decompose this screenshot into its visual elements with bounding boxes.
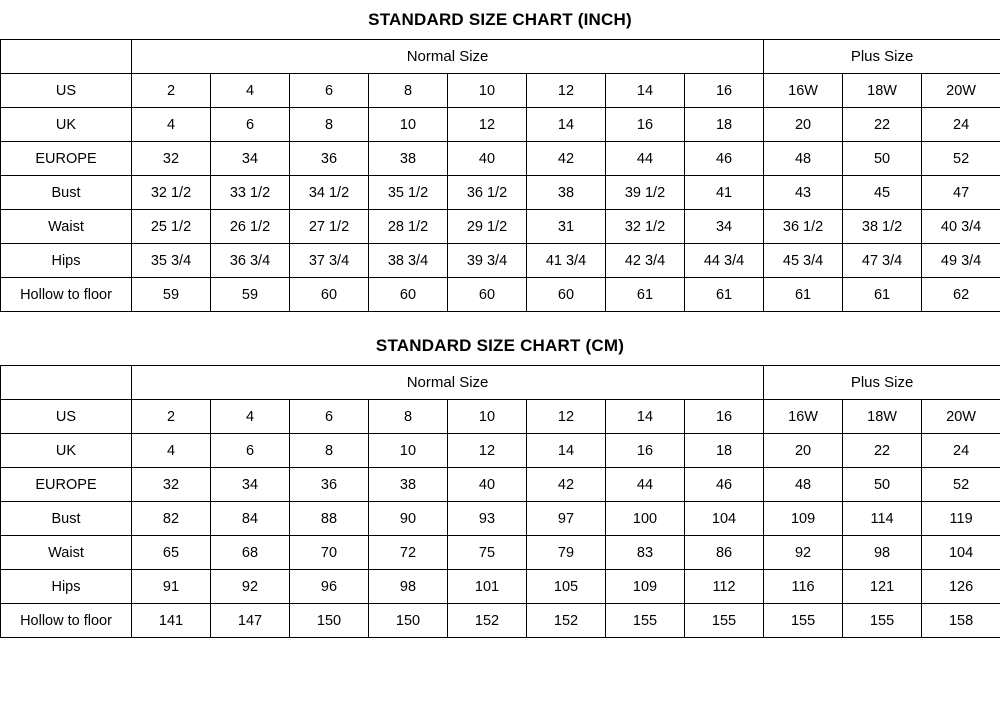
table-cell: 42 3/4 — [606, 244, 685, 278]
table-cell: 37 3/4 — [290, 244, 369, 278]
row-label: Hips — [1, 244, 132, 278]
group-header-plus: Plus Size — [764, 366, 1000, 400]
table-cell: 41 — [685, 176, 764, 210]
table-row — [1, 278, 1000, 312]
group-header-plus: Plus Size — [764, 40, 1000, 74]
table-cell: 16W — [764, 74, 843, 108]
table-cell: 32 — [132, 468, 211, 502]
table-cell: 14 — [527, 108, 606, 142]
table-row — [1, 108, 1000, 142]
table-cell: 16 — [606, 108, 685, 142]
table-cell: 46 — [685, 468, 764, 502]
table-cell: 4 — [132, 108, 211, 142]
chart-separator — [0, 312, 1000, 326]
table-cell: 68 — [211, 536, 290, 570]
table-cell: 91 — [132, 570, 211, 604]
table-cell: 36 3/4 — [211, 244, 290, 278]
table-row — [1, 570, 1000, 604]
table-row — [1, 536, 1000, 570]
table-cell: 24 — [922, 108, 1000, 142]
table-row — [1, 468, 1000, 502]
table-cell: 35 1/2 — [369, 176, 448, 210]
table-cell: 36 1/2 — [448, 176, 527, 210]
table-cell: 24 — [922, 434, 1000, 468]
table-cell: 152 — [448, 604, 527, 638]
table-row — [1, 244, 1000, 278]
table-cell: 155 — [843, 604, 922, 638]
table-row — [1, 604, 1000, 638]
table-cell: 60 — [290, 278, 369, 312]
table-cell: 10 — [369, 434, 448, 468]
table-cell: 61 — [606, 278, 685, 312]
table-cell: 18 — [685, 434, 764, 468]
table-cell: 104 — [922, 536, 1000, 570]
table-cell: 38 — [527, 176, 606, 210]
table-cell: 83 — [606, 536, 685, 570]
row-label: US — [1, 74, 132, 108]
table-cell: 39 1/2 — [606, 176, 685, 210]
table-cell: 32 — [132, 142, 211, 176]
table-cell: 109 — [764, 502, 843, 536]
row-label: UK — [1, 434, 132, 468]
table-cell: 25 1/2 — [132, 210, 211, 244]
table-cell: 16 — [685, 400, 764, 434]
table-cell: 90 — [369, 502, 448, 536]
row-label: Bust — [1, 502, 132, 536]
corner-blank-cell — [1, 40, 132, 74]
table-cell: 36 — [290, 142, 369, 176]
table-row — [1, 142, 1000, 176]
chart-title-cm: STANDARD SIZE CHART (CM) — [0, 326, 1000, 365]
table-cell: 50 — [843, 468, 922, 502]
table-cell: 141 — [132, 604, 211, 638]
table-cell: 152 — [527, 604, 606, 638]
group-header-normal: Normal Size — [132, 40, 764, 74]
table-cell: 8 — [290, 434, 369, 468]
table-cell: 31 — [527, 210, 606, 244]
table-cell: 114 — [843, 502, 922, 536]
size-chart-inch — [0, 0, 1000, 312]
table-cell: 50 — [843, 142, 922, 176]
table-cell: 34 — [211, 142, 290, 176]
table-cell: 14 — [606, 400, 685, 434]
table-cell: 6 — [290, 400, 369, 434]
table-cell: 2 — [132, 400, 211, 434]
table-cell: 75 — [448, 536, 527, 570]
table-cell: 4 — [132, 434, 211, 468]
table-cell: 88 — [290, 502, 369, 536]
table-cell: 65 — [132, 536, 211, 570]
table-cell: 48 — [764, 142, 843, 176]
table-cell: 150 — [369, 604, 448, 638]
table-cell: 43 — [764, 176, 843, 210]
table-cell: 41 3/4 — [527, 244, 606, 278]
table-cell: 18 — [685, 108, 764, 142]
table-cell: 38 3/4 — [369, 244, 448, 278]
corner-blank-cell — [1, 366, 132, 400]
row-label: US — [1, 400, 132, 434]
table-cell: 6 — [211, 434, 290, 468]
table-cell: 98 — [843, 536, 922, 570]
table-cell: 70 — [290, 536, 369, 570]
table-cell: 84 — [211, 502, 290, 536]
table-cell: 44 — [606, 468, 685, 502]
table-cell: 61 — [764, 278, 843, 312]
table-cell: 26 1/2 — [211, 210, 290, 244]
table-cell: 98 — [369, 570, 448, 604]
row-label: Waist — [1, 536, 132, 570]
table-cell: 147 — [211, 604, 290, 638]
table-cell: 60 — [369, 278, 448, 312]
table-cell: 47 — [922, 176, 1000, 210]
table-cell: 82 — [132, 502, 211, 536]
table-cell: 10 — [369, 108, 448, 142]
table-cell: 105 — [527, 570, 606, 604]
table-cell: 116 — [764, 570, 843, 604]
table-cell: 42 — [527, 468, 606, 502]
table-cell: 86 — [685, 536, 764, 570]
table-cell: 28 1/2 — [369, 210, 448, 244]
table-cell: 34 — [685, 210, 764, 244]
table-cell: 38 — [369, 468, 448, 502]
table-cell: 121 — [843, 570, 922, 604]
table-cell: 52 — [922, 142, 1000, 176]
table-cell: 97 — [527, 502, 606, 536]
table-cell: 100 — [606, 502, 685, 536]
table-cell: 52 — [922, 468, 1000, 502]
table-cell: 12 — [527, 74, 606, 108]
row-label: Hollow to floor — [1, 278, 132, 312]
table-cell: 92 — [764, 536, 843, 570]
table-cell: 4 — [211, 74, 290, 108]
row-label: EUROPE — [1, 468, 132, 502]
group-header-row — [1, 366, 1000, 400]
table-cell: 4 — [211, 400, 290, 434]
table-cell: 12 — [527, 400, 606, 434]
table-cell: 14 — [606, 74, 685, 108]
row-label: Bust — [1, 176, 132, 210]
table-cell: 92 — [211, 570, 290, 604]
table-cell: 60 — [527, 278, 606, 312]
table-cell: 12 — [448, 108, 527, 142]
table-cell: 14 — [527, 434, 606, 468]
table-cell: 40 — [448, 142, 527, 176]
table-cell: 12 — [448, 434, 527, 468]
table-cell: 44 3/4 — [685, 244, 764, 278]
table-cell: 22 — [843, 108, 922, 142]
table-cell: 104 — [685, 502, 764, 536]
table-cell: 112 — [685, 570, 764, 604]
table-cell: 10 — [448, 400, 527, 434]
table-cell: 8 — [369, 400, 448, 434]
table-row — [1, 434, 1000, 468]
table-cell: 72 — [369, 536, 448, 570]
table-cell: 29 1/2 — [448, 210, 527, 244]
table-cell: 61 — [843, 278, 922, 312]
table-body-cm — [1, 366, 1000, 638]
table-cell: 62 — [922, 278, 1000, 312]
table-cell: 61 — [685, 278, 764, 312]
table-cell: 16 — [606, 434, 685, 468]
table-cell: 2 — [132, 74, 211, 108]
table-cell: 36 1/2 — [764, 210, 843, 244]
table-cell: 79 — [527, 536, 606, 570]
table-cell: 16W — [764, 400, 843, 434]
table-cell: 96 — [290, 570, 369, 604]
table-cell: 34 1/2 — [290, 176, 369, 210]
table-row — [1, 176, 1000, 210]
table-cell: 119 — [922, 502, 1000, 536]
table-cell: 46 — [685, 142, 764, 176]
group-header-normal: Normal Size — [132, 366, 764, 400]
table-cell: 45 3/4 — [764, 244, 843, 278]
table-cell: 35 3/4 — [132, 244, 211, 278]
table-cell: 6 — [211, 108, 290, 142]
table-row — [1, 210, 1000, 244]
row-label: Waist — [1, 210, 132, 244]
table-cell: 158 — [922, 604, 1000, 638]
row-label: UK — [1, 108, 132, 142]
table-cell: 32 1/2 — [606, 210, 685, 244]
table-cell: 33 1/2 — [211, 176, 290, 210]
size-table-inch — [0, 39, 1000, 312]
table-row — [1, 400, 1000, 434]
table-cell: 39 3/4 — [448, 244, 527, 278]
table-cell: 18W — [843, 74, 922, 108]
table-cell: 20W — [922, 74, 1000, 108]
row-label: Hips — [1, 570, 132, 604]
table-cell: 20 — [764, 434, 843, 468]
table-cell: 38 1/2 — [843, 210, 922, 244]
table-cell: 20 — [764, 108, 843, 142]
table-cell: 8 — [290, 108, 369, 142]
table-cell: 27 1/2 — [290, 210, 369, 244]
table-cell: 32 1/2 — [132, 176, 211, 210]
group-header-row — [1, 40, 1000, 74]
table-cell: 126 — [922, 570, 1000, 604]
table-cell: 59 — [211, 278, 290, 312]
size-table-cm — [0, 365, 1000, 638]
table-cell: 93 — [448, 502, 527, 536]
table-cell: 150 — [290, 604, 369, 638]
table-cell: 40 3/4 — [922, 210, 1000, 244]
table-cell: 109 — [606, 570, 685, 604]
table-row — [1, 74, 1000, 108]
table-cell: 10 — [448, 74, 527, 108]
row-label: Hollow to floor — [1, 604, 132, 638]
table-row — [1, 502, 1000, 536]
table-cell: 47 3/4 — [843, 244, 922, 278]
table-cell: 59 — [132, 278, 211, 312]
table-cell: 18W — [843, 400, 922, 434]
table-cell: 155 — [606, 604, 685, 638]
table-cell: 16 — [685, 74, 764, 108]
table-cell: 40 — [448, 468, 527, 502]
table-cell: 60 — [448, 278, 527, 312]
table-cell: 42 — [527, 142, 606, 176]
size-chart-cm — [0, 326, 1000, 638]
table-cell: 48 — [764, 468, 843, 502]
table-cell: 49 3/4 — [922, 244, 1000, 278]
chart-title-inch: STANDARD SIZE CHART (INCH) — [0, 0, 1000, 39]
table-cell: 101 — [448, 570, 527, 604]
table-cell: 45 — [843, 176, 922, 210]
table-cell: 8 — [369, 74, 448, 108]
table-cell: 155 — [685, 604, 764, 638]
table-cell: 155 — [764, 604, 843, 638]
table-cell: 44 — [606, 142, 685, 176]
table-cell: 34 — [211, 468, 290, 502]
table-cell: 20W — [922, 400, 1000, 434]
table-cell: 6 — [290, 74, 369, 108]
table-cell: 38 — [369, 142, 448, 176]
table-cell: 36 — [290, 468, 369, 502]
table-body-inch — [1, 40, 1000, 312]
table-cell: 22 — [843, 434, 922, 468]
row-label: EUROPE — [1, 142, 132, 176]
